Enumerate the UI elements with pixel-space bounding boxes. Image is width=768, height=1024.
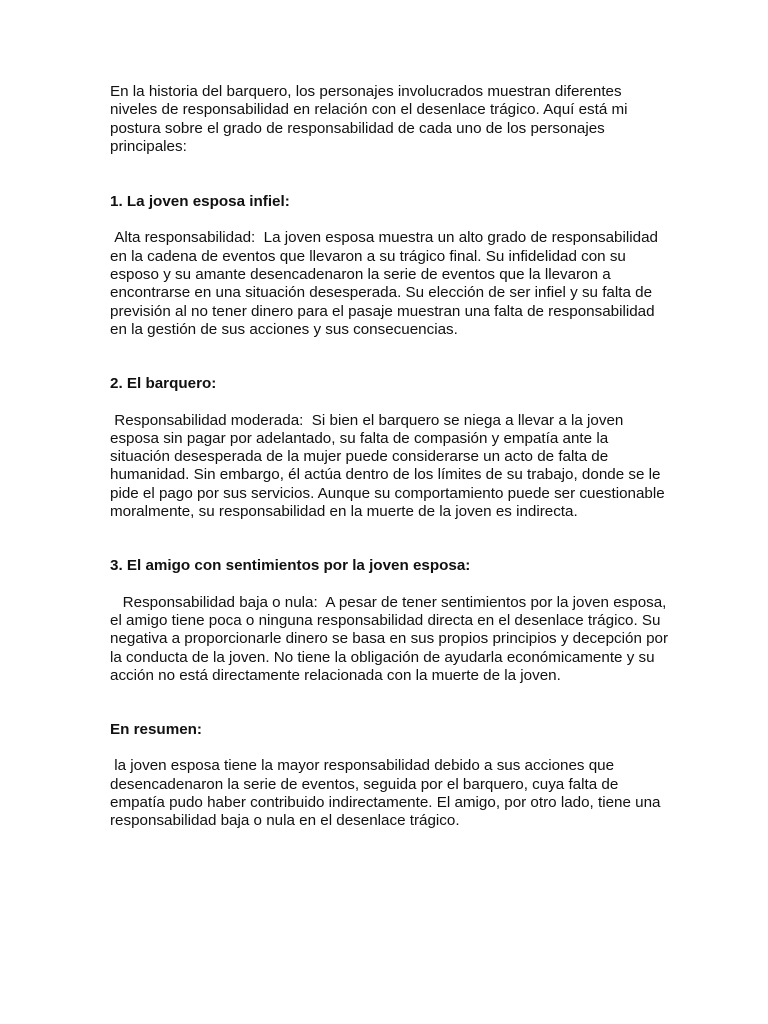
section-heading-resumen: En resumen: [110, 721, 202, 739]
intro-paragraph: En la historia del barquero, los personajes involucrados muestran diferentes niveles de responsabilidad en relación con el desenlace trágico. Aquí está mi postura sobre el grado de responsabilidad de cada uno de los personajes principales: [110, 83, 632, 155]
section-body-amigo: Responsabilidad baja o nula: A pesar de tener sentimientos por la joven esposa, el amigo tiene poca o ninguna responsabilidad directa en el desenlace trágico. Su negativa a proporcionarle dinero se basa en sus propios principios y decepción por la conducta de la joven. No tiene la obligación de ayudarla económicamente y su acción no está directamente relacionada con la muerte de la joven. [110, 593, 673, 684]
section-body-barquero: Responsabilidad moderada: Si bien el barquero se niega a llevar a la joven esposa sin pagar por adelantado, su falta de compasión y empatía ante la situación desesperada de la mujer puede considerarse un acto de falta de humanidad. Sin embargo, él actúa dentro de los límites de su trabajo, donde se le pide el pago por sus servicios. Aunque su comportamiento puede ser cuestionable moralmente, su responsabilidad en la muerte de la joven es indirecta. [110, 411, 669, 521]
document-body [110, 83, 673, 831]
section-body-resumen: la joven esposa tiene la mayor responsabilidad debido a sus acciones que desencadenaron la serie de eventos, seguida por el barquero, cuya falta de empatía pudo haber contribuido indirectamente. El amigo, por otro lado, tiene una responsabilidad baja o nula en el desenlace trágico. [110, 757, 665, 830]
section-body-joven-esposa: Alta responsabilidad: La joven esposa muestra un alto grado de responsabilidad en la cadena de eventos que llevaron a su trágico final. Su infidelidad con su esposo y su amante desencadenaron la serie de eventos que la llevaron a encontrarse en una situación desesperada. Su elección de ser infiel y su falta de previsión al no tener dinero para el pasaje muestran una falta de responsabilidad en la gestión de sus acciones y sus consecuencias. [110, 229, 663, 338]
section-heading-barquero: 2. El barquero: [110, 375, 217, 393]
section-heading-joven-esposa: 1. La joven esposa infiel: [110, 193, 290, 211]
section-heading-amigo: 3. El amigo con sentimientos por la joven esposa: [110, 557, 471, 575]
